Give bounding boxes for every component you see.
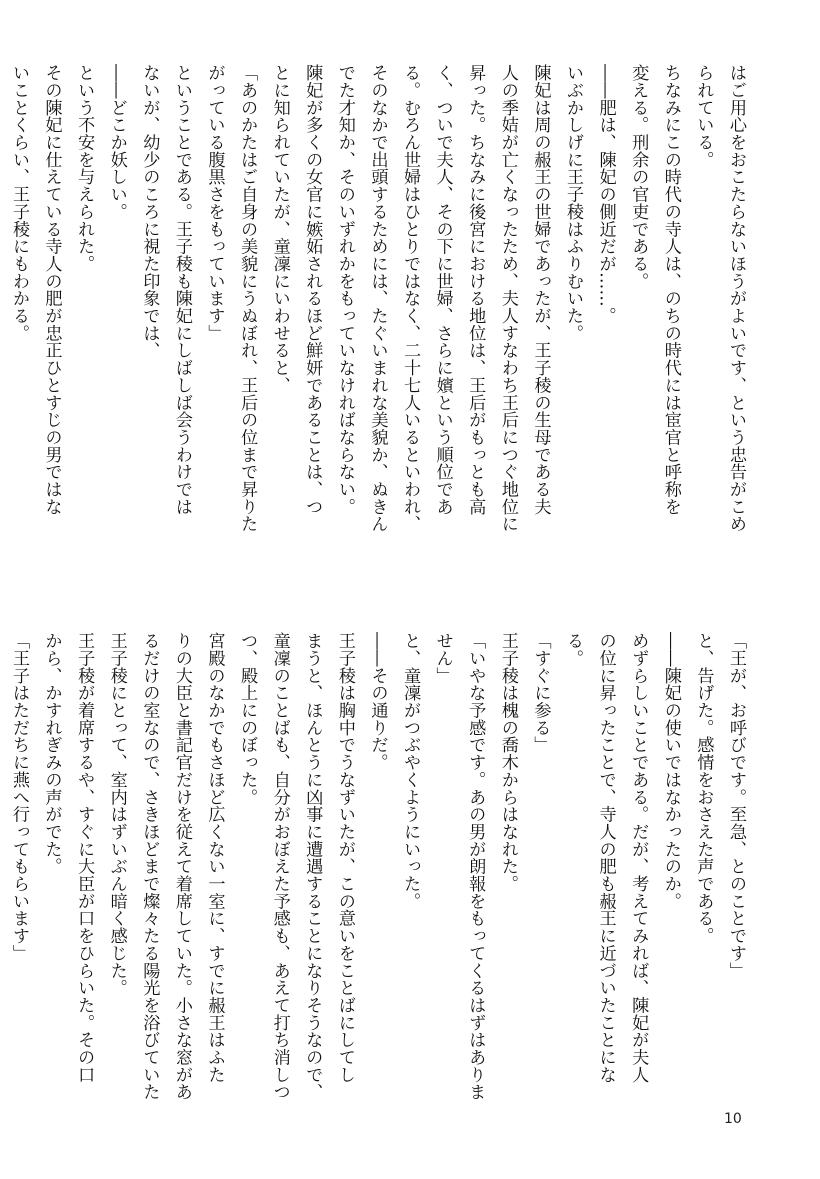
text-line: 陳妃は周の赧王の世婦であったが、王子稜の生母である夫: [530, 64, 551, 516]
text-line: 宮殿のなかでもさほど広くない一室に、すでに赧王はふた: [204, 632, 225, 1084]
text-line: 昇った。ちなみに後宮における地位は、王后がもっとも高: [465, 64, 486, 516]
text-line: 「王子はただちに燕へ行ってもらいます」: [8, 632, 29, 962]
text-line: く、ついで夫人、その下に世婦、さらに嬪という順位であ: [432, 64, 453, 516]
text-line: る。むろん世婦はひとりではなく、二十七人いるといわれ、: [400, 64, 421, 533]
text-line: 「いやな予感です。あの男が朗報をもってくるはずはありま: [465, 632, 486, 1101]
text-line: 「すぐに参る」: [530, 632, 551, 754]
text-line: はご用心をおこたらないほうがよいです、という忠告がこめ: [726, 64, 746, 533]
text-line: 人の季姞が亡くなったため、夫人すなわち王后につぐ地位に: [497, 64, 518, 533]
text-line: から、かすれぎみの声がでた。: [41, 632, 62, 875]
text-line: まうと、ほんとうに凶事に遭遇することになりそうなので、: [302, 632, 323, 1101]
text-line: ちなみにこの時代の寺人は、のちの時代には宦官と呼称を: [660, 64, 681, 516]
text-line: 陳妃が多くの女官に嫉妬されるほど鮮妍であることは、つ: [302, 64, 323, 516]
text-line: る。: [563, 632, 584, 667]
text-line: 「王が、お呼びです。至急、とのことです」: [726, 632, 746, 979]
text-line: ――その通りだ。: [367, 632, 388, 771]
text-line: いことくらい、王子稜にもわかる。: [8, 64, 29, 342]
text-line: 「あのかたはご自身の美貌にうぬぼれ、王后の位まで昇りた: [237, 64, 258, 533]
text-line: るだけの室なので、さきほどまで燦々たる陽光を浴びていた: [139, 632, 160, 1101]
text-line: 変える。刑余の官吏である。: [628, 64, 649, 290]
text-line: 王子稜にとって、室内はずいぶん暗く感じた。: [106, 632, 127, 997]
text-line: と、告げた。感情をおさえた声である。: [693, 632, 714, 945]
text-line: ――どこか妖しい。: [106, 64, 127, 221]
text-line: の位に昇ったことで、寺人の肥も赧王に近づいたことにな: [595, 632, 616, 1084]
text-line: 王子稜は胸中でうなずいたが、この意いをことばにしてし: [334, 632, 355, 1084]
text-line: つ、殿上にのぼった。: [237, 632, 258, 806]
text-line: 童凜のことばも、自分がおぼえた予感も、あえて打ち消しつ: [269, 632, 290, 1101]
text-line: [0, 64, 2, 574]
text-line: という不安を与えられた。: [74, 64, 95, 273]
text-line: ないが、幼少のころに視た印象では、: [139, 64, 160, 359]
text-line: せん」: [432, 632, 453, 685]
text-line: [0, 632, 2, 1142]
page-number: 10: [724, 1111, 742, 1127]
text-line: とに知られていたが、童凜にいわせると、: [269, 64, 290, 394]
lower-text-block: [8, 632, 752, 1142]
text-line: られている。: [693, 64, 714, 169]
text-line: ――肥は、陳妃の側近だが……。: [595, 64, 616, 325]
text-line: ということである。王子稜も陳妃にしばしば会うわけでは: [171, 64, 192, 516]
text-line: ――陳妃の使いではなかったのか。: [660, 632, 681, 910]
text-line: 王子稜が着席するや、すぐに大臣が口をひらいた。その口: [74, 632, 95, 1084]
text-line: りの大臣と書記官だけを従えて着席していた。小さな窓があ: [171, 632, 192, 1101]
text-line: めずらしいことである。だが、考えてみれば、陳妃が夫人: [628, 632, 649, 1084]
text-line: でた才知か、そのいずれかをもっていなければならない。: [334, 64, 355, 516]
text-line: と、童凜がつぶやくようにいった。: [400, 632, 421, 910]
upper-text-block: [8, 64, 752, 574]
text-line: そのなかで出頭するためには、たぐいまれな美貌か、ぬきん: [367, 64, 388, 533]
text-line: その陳妃に仕えている寺人の肥が忠正ひとすじの男ではな: [41, 64, 62, 516]
text-line: いぶかしげに王子稜はふりむいた。: [563, 64, 584, 342]
text-line: がっている腹黒さをもっています」: [204, 64, 225, 342]
text-line: 王子稜は槐の喬木からはなれた。: [497, 632, 518, 893]
